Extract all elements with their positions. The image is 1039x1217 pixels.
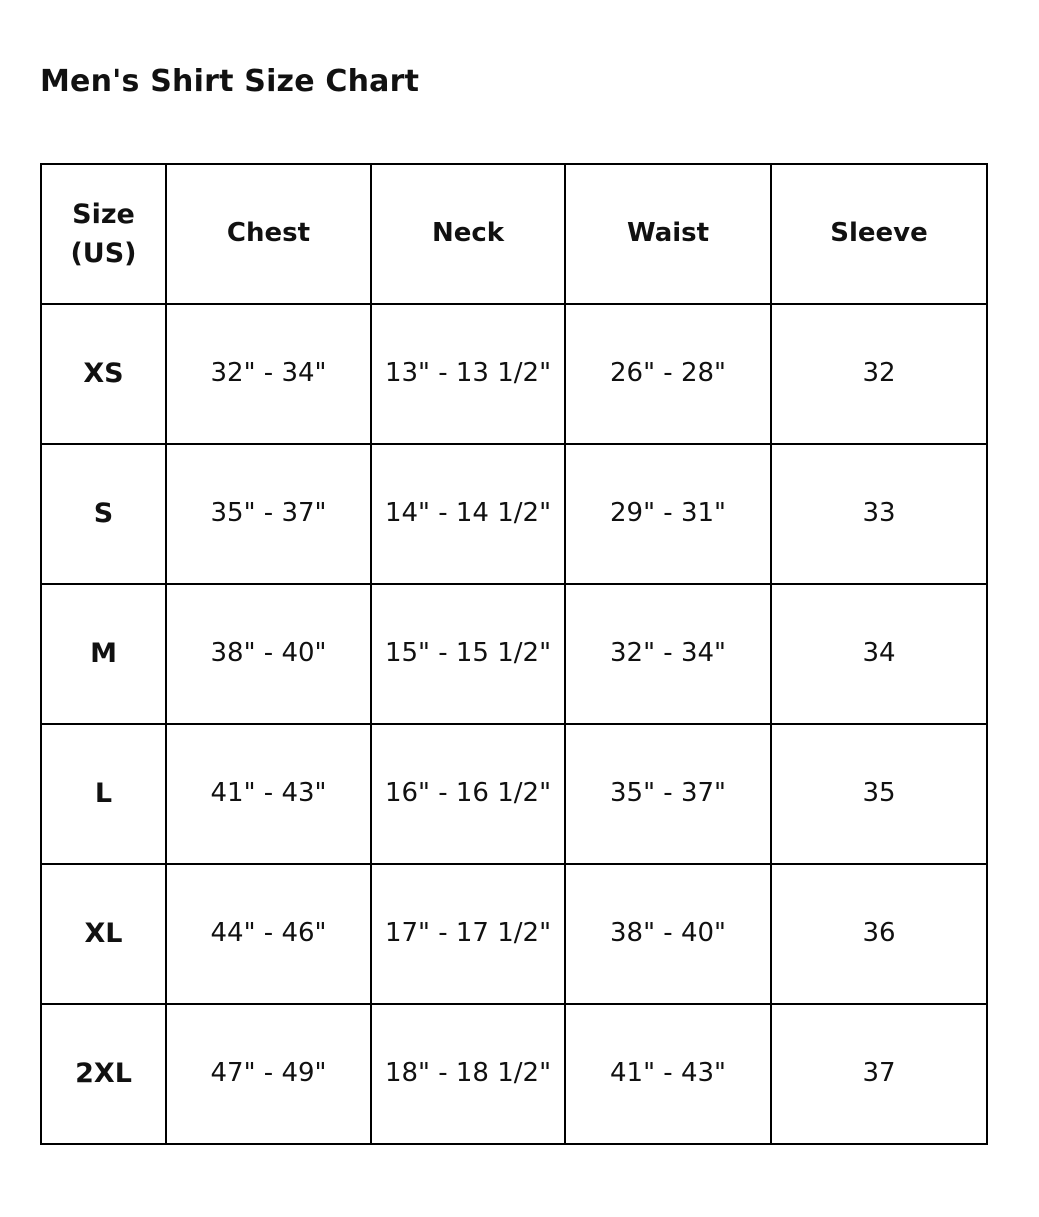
cell-chest: 41" - 43" xyxy=(166,724,371,864)
column-header-waist: Waist xyxy=(565,164,771,304)
column-header-chest: Chest xyxy=(166,164,371,304)
cell-neck: 14" - 14 1/2" xyxy=(371,444,565,584)
cell-neck: 15" - 15 1/2" xyxy=(371,584,565,724)
cell-sleeve: 34 xyxy=(771,584,987,724)
table-row xyxy=(41,304,987,444)
cell-waist: 29" - 31" xyxy=(565,444,771,584)
column-header-sleeve: Sleeve xyxy=(771,164,987,304)
cell-neck: 13" - 13 1/2" xyxy=(371,304,565,444)
cell-waist: 35" - 37" xyxy=(565,724,771,864)
cell-chest: 32" - 34" xyxy=(166,304,371,444)
cell-sleeve: 33 xyxy=(771,444,987,584)
table-body xyxy=(41,304,987,1144)
cell-chest: 44" - 46" xyxy=(166,864,371,1004)
size-chart-container xyxy=(40,163,986,1145)
cell-waist: 26" - 28" xyxy=(565,304,771,444)
cell-size: S xyxy=(41,444,166,584)
cell-neck: 16" - 16 1/2" xyxy=(371,724,565,864)
cell-size: XL xyxy=(41,864,166,1004)
cell-waist: 41" - 43" xyxy=(565,1004,771,1144)
cell-sleeve: 37 xyxy=(771,1004,987,1144)
column-header-neck: Neck xyxy=(371,164,565,304)
table-header xyxy=(41,164,987,304)
cell-chest: 35" - 37" xyxy=(166,444,371,584)
cell-chest: 38" - 40" xyxy=(166,584,371,724)
table-row xyxy=(41,584,987,724)
cell-size: L xyxy=(41,724,166,864)
cell-waist: 38" - 40" xyxy=(565,864,771,1004)
page-title: Men's Shirt Size Chart xyxy=(40,64,420,99)
cell-waist: 32" - 34" xyxy=(565,584,771,724)
cell-neck: 18" - 18 1/2" xyxy=(371,1004,565,1144)
table-row xyxy=(41,1004,987,1144)
table-row xyxy=(41,444,987,584)
cell-sleeve: 35 xyxy=(771,724,987,864)
cell-sleeve: 36 xyxy=(771,864,987,1004)
cell-chest: 47" - 49" xyxy=(166,1004,371,1144)
cell-sleeve: 32 xyxy=(771,304,987,444)
cell-size: XS xyxy=(41,304,166,444)
column-header-size: Size (US) xyxy=(41,164,166,304)
table-row xyxy=(41,864,987,1004)
table-row xyxy=(41,724,987,864)
size-chart-table xyxy=(40,163,988,1145)
cell-size: M xyxy=(41,584,166,724)
cell-size: 2XL xyxy=(41,1004,166,1144)
cell-neck: 17" - 17 1/2" xyxy=(371,864,565,1004)
table-header-row xyxy=(41,164,987,304)
